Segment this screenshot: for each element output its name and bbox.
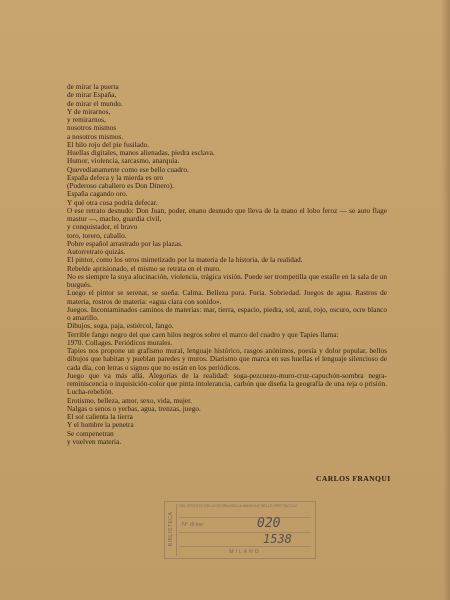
poem-line: Rebelde aprisionado, el mismo se retrata en el muro. xyxy=(67,264,221,273)
poem-line: 1970. Collages. Periódicos murales. xyxy=(67,338,173,347)
poem-line: de mirar España, xyxy=(67,91,117,100)
poem-line: nosotros mismos xyxy=(67,124,117,133)
poem-line: No es siempre la suya alucinación, violencia, trágica visión. Puede ser trompetilla que estalle en la sala de un burgués. xyxy=(67,272,387,289)
poem-line: de mirar la puerta xyxy=(67,83,119,91)
poem-text xyxy=(67,83,387,446)
library-stamp xyxy=(164,501,316,559)
stamp-side-text: BIBLIOTECA xyxy=(168,511,174,547)
poem-line: El sol calienta la tierra xyxy=(67,413,133,421)
poem-line: de mirar el mundo. xyxy=(67,99,123,108)
poem-line: Erotismo, belleza, amor, sexo, vida, mujer. xyxy=(67,396,193,405)
poem-line: Dibujos, soga, paja, estiércol, fango. xyxy=(67,322,174,331)
poem-line: y remirarnos, xyxy=(67,116,106,124)
poem-line: Nalgas o senos o yerbas, agua, trenzas, juego. xyxy=(67,404,201,413)
poem-line: y vuelven materia. xyxy=(67,437,122,446)
poem-line: Y qué otra cosa podría defecar. xyxy=(67,198,158,207)
stamp-header: DEL ISTITUTO DELLA STORIA DELLA MUSICA E DELLO SPETTACOLO xyxy=(179,504,298,508)
stamp-second-number: 1538 xyxy=(263,532,292,546)
poem-line: El hilo rojo del pie fusilado. xyxy=(67,140,150,149)
stamp-city: MILANO xyxy=(179,546,311,555)
author-signature: CARLOS FRANQUI xyxy=(316,474,391,483)
page-edge xyxy=(442,0,450,600)
poem-line: Juego que va más allá. Alegorías de la realidad: soga-pezcuezo-muro-cruz-capuchón-sombra negra-reminiscencia o inquisición-color que pinta intolerancia, carbón que diseña la geografía de una reja o prisión. Lucha-rebelión. xyxy=(67,371,387,397)
poem-line: Huellas digitales, manos alienadas, piedra esclava. xyxy=(67,149,215,157)
poem-line: Quevedianamente como ese bello cuadro. xyxy=(67,165,189,174)
poem-line: Y el hombre la penetra xyxy=(67,421,134,430)
poem-line: Luego el pintor se serenat, se sueña. Calma. Belleza pura. Furia. Sobriedad. Juegos de agua. Rastros de materia, rostros de materia: «agua clara con sonido». xyxy=(67,289,387,306)
poem-line: (Poderoso caballero es Don Dinero). xyxy=(67,182,174,190)
stamp-inventory-label: N° di inv. xyxy=(182,522,204,528)
poem-line: España cagando oro. xyxy=(67,190,128,199)
stamp-number-row xyxy=(179,532,311,545)
poem-line: Terrible fango negro del que caen hilos negros sobre el marco del cuadro y que Tapies llama: xyxy=(67,330,339,339)
poem-line: El pintor, como los otros mimetizado por la materia de la historia, de la realidad. xyxy=(67,256,303,265)
poem-line: y conquistador, el bravo xyxy=(67,223,138,232)
poem-line: Pobre español arrastrado por las plazas. xyxy=(67,239,183,248)
stamp-inventory-number: 020 xyxy=(257,516,281,531)
poem-line: toro, torero, caballo. xyxy=(67,231,127,240)
stamp-side-label xyxy=(166,504,177,556)
poem-line: España defeca y la mierda es oro xyxy=(67,173,164,182)
stamp-inventory-row xyxy=(179,517,311,532)
poem-line: Se compenetran xyxy=(67,429,114,438)
poem-line: Tapies nos propone un grafismo mural, lenguaje histórico, rasgos anónimos, poesía y dolor popular, bellos dibujos que habitan y pueblan paredes y muros. Diarismo que marca en sus huellas el lenguaje silencioso de cada día, con letras o signos que no están en los periódicos. xyxy=(67,347,387,372)
poem-line: O ese retrato desnudo: Don Juan, poder, enano desnudo que lleva de la mano el lobo feroz — se auto flage mastur —, macho, guardia civil, xyxy=(67,206,387,223)
poem-line: Juegos. Incontaminados caminos de materias: mar, tierra, espacio, piedra, sol, azul, rojo, oscuro, ocre blanco o amarillo. xyxy=(67,305,387,322)
poem-line: a nosotros mismos. xyxy=(67,132,124,141)
poem-line: Autorretrato quizás. xyxy=(67,248,126,256)
poem-line: Humor, violencia, sarcasmo, anarquía. xyxy=(67,157,180,166)
poem-line: Y de mirarnos, xyxy=(67,107,111,116)
